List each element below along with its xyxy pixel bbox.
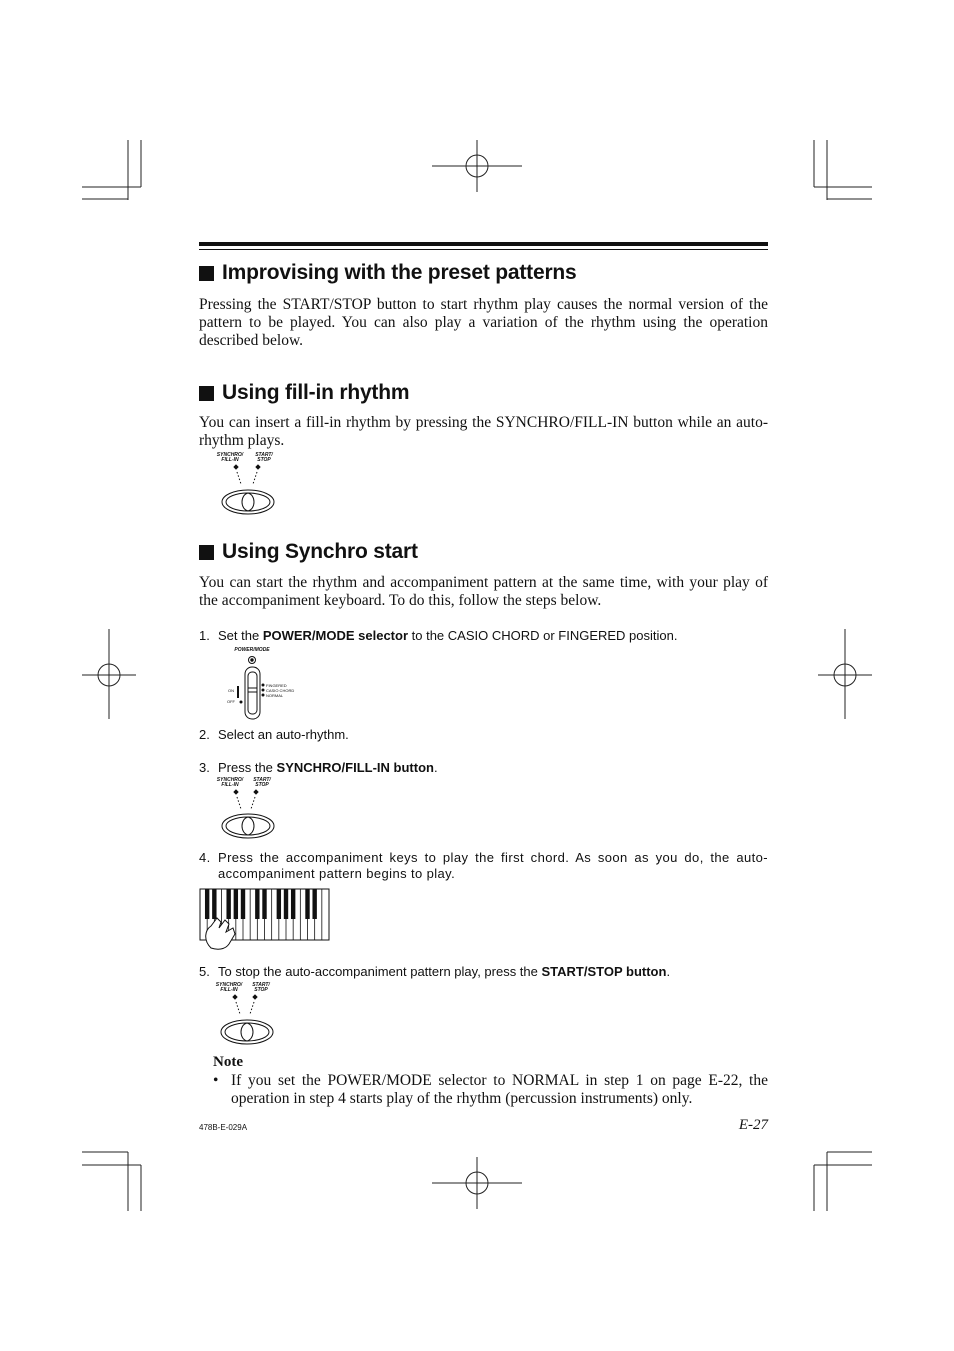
on-label: ON	[228, 688, 234, 693]
fill-in-label: FILL-IN	[221, 782, 239, 788]
synchro-label: SYNCHRO/	[216, 777, 244, 783]
start-label: START/	[252, 982, 270, 988]
rocker-button-icon	[212, 452, 282, 518]
step-text: .	[666, 964, 671, 979]
page-number: E-27	[738, 1117, 768, 1133]
step-5	[199, 964, 768, 980]
power-mode-label: POWER/MODE	[234, 647, 270, 653]
step-bold-text: START/STOP button	[541, 964, 667, 979]
rhythm-buttons-illustration	[212, 452, 282, 518]
black-key	[312, 889, 316, 919]
step-text: to the CASIO CHORD or FINGERED position.	[408, 628, 678, 643]
stop-label: STOP	[255, 782, 269, 788]
rocker-button-icon	[212, 777, 282, 843]
paragraph-synchro: You can start the rhythm and accompaniment pattern at the same time, with your play of the accompaniment keyboard. To do this, follow the steps below.	[199, 574, 768, 609]
black-key	[262, 889, 266, 919]
section-square-icon	[199, 545, 214, 560]
section-square-icon	[199, 266, 214, 281]
black-key	[241, 889, 245, 919]
black-key	[226, 889, 230, 919]
paragraph-preset: Pressing the START/STOP button to start rhythm play causes the normal version of the pattern to be played. You can also play a variation of the rhythm using the operation described below.	[199, 296, 768, 349]
step-2	[199, 727, 768, 743]
black-key	[205, 889, 209, 919]
stop-label: STOP	[254, 987, 268, 993]
black-key	[277, 889, 281, 919]
top-rule-thin	[199, 249, 768, 250]
heading-fill-in	[199, 381, 779, 405]
black-key	[291, 889, 295, 919]
rocker-button-icon	[211, 982, 281, 1048]
normal-label: NORMAL	[266, 693, 284, 698]
black-key	[255, 889, 259, 919]
black-key	[212, 889, 216, 919]
step-text: Set the	[218, 628, 263, 643]
stop-label: STOP	[257, 457, 271, 463]
step-3	[199, 760, 768, 776]
synchro-label: SYNCHRO/	[216, 452, 244, 458]
paragraph-fill-in: You can insert a fill-in rhythm by pressing the SYNCHRO/FILL-IN button while an auto-rhythm plays.	[199, 414, 768, 449]
black-key	[305, 889, 309, 919]
keyboard-hand-illustration	[199, 888, 331, 950]
heading-text: Using fill-in rhythm	[222, 381, 410, 404]
section-square-icon	[199, 386, 214, 401]
step-1	[199, 628, 768, 644]
heading-preset-patterns	[199, 261, 779, 285]
step-number: 5.	[199, 964, 210, 979]
step-bold-text: SYNCHRO/FILL-IN button	[276, 760, 434, 775]
top-rule-thick	[199, 242, 768, 246]
bullet-icon: •	[213, 1072, 219, 1089]
synchro-label: SYNCHRO/	[215, 982, 243, 988]
black-key	[234, 889, 238, 919]
fill-in-label: FILL-IN	[221, 457, 239, 463]
heading-text: Improvising with the preset patterns	[222, 261, 577, 284]
heading-synchro-start	[199, 540, 779, 564]
rhythm-buttons-illustration	[211, 982, 281, 1048]
note-text: If you set the POWER/MODE selector to NORMAL in step 1 on page E-22, the operation in step 4 starts play of the rhythm (percussion instruments) only.	[231, 1072, 768, 1107]
casio-chord-label: CASIO CHORD	[266, 688, 295, 693]
off-label: OFF	[227, 699, 235, 704]
black-key	[284, 889, 288, 919]
note-item	[213, 1072, 768, 1108]
fill-in-label: FILL-IN	[220, 987, 238, 993]
start-label: START/	[255, 452, 273, 458]
rhythm-buttons-illustration	[212, 777, 282, 843]
step-bold-text: POWER/MODE selector	[262, 628, 409, 643]
note-title: Note	[213, 1054, 243, 1070]
step-number: 4.	[199, 850, 211, 865]
step-number: 3.	[199, 760, 210, 775]
step-text: Select an auto-rhythm.	[218, 727, 349, 742]
step-text: To stop the auto-accompaniment pattern play, press the	[218, 964, 542, 979]
fingered-label: FINGERED	[266, 683, 287, 688]
step-number: 2.	[199, 727, 210, 742]
step-text: Press the accompaniment keys to play the first chord. As soon as you do, the auto-accompaniment pattern begins to play.	[218, 850, 768, 881]
power-mode-selector-illustration	[224, 646, 304, 721]
step-text: Press the	[218, 760, 277, 775]
step-4	[199, 850, 768, 882]
step-text: .	[433, 760, 438, 775]
start-label: START/	[253, 777, 271, 783]
step-number: 1.	[199, 628, 210, 643]
document-code: 478B-E-029A	[199, 1123, 248, 1132]
heading-text: Using Synchro start	[222, 540, 418, 563]
selector-switch-icon	[224, 646, 304, 721]
